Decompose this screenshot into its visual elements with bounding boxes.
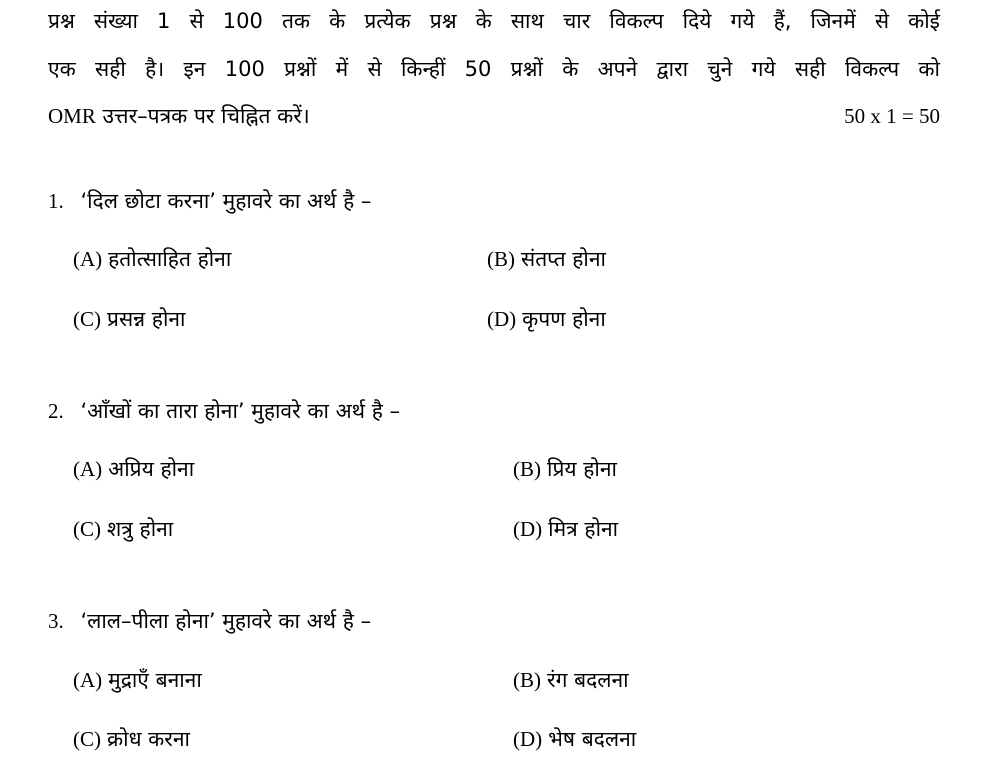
instruction-line-3 xyxy=(48,101,940,131)
option-key: (A) xyxy=(73,247,103,271)
option-key: (D) xyxy=(513,517,543,541)
question-3-number: 3. xyxy=(48,609,64,633)
option-text: अप्रिय होना xyxy=(108,457,195,481)
option-text: मित्र होना xyxy=(548,517,619,541)
question-1-option-c xyxy=(73,304,185,334)
question-1-option-a xyxy=(73,244,231,274)
option-text: प्रिय होना xyxy=(547,457,617,481)
instruction-line-3-text: उत्तर–पत्रक पर चिह्नित करें। xyxy=(102,104,310,128)
option-text: भेष बदलना xyxy=(548,727,637,751)
option-text: संतप्त होना xyxy=(521,247,606,271)
option-text: हतोत्साहित होना xyxy=(108,247,232,271)
option-key: (A) xyxy=(73,457,103,481)
question-2-option-c xyxy=(73,514,173,544)
option-text: क्रोध करना xyxy=(107,727,190,751)
question-3-text: ‘लाल–पीला होना’ मुहावरे का अर्थ है – xyxy=(80,609,372,633)
option-text: शत्रु होना xyxy=(107,517,174,541)
question-2-option-d xyxy=(513,514,618,544)
question-2-option-a xyxy=(73,454,194,484)
question-3-option-c xyxy=(73,724,190,754)
option-key: (D) xyxy=(487,307,517,331)
option-key: (B) xyxy=(513,668,541,692)
question-1-text: ‘दिल छोटा करना’ मुहावरे का अर्थ है – xyxy=(80,189,372,213)
question-1-number: 1. xyxy=(48,189,64,213)
question-2-text: ‘आँखों का तारा होना’ मुहावरे का अर्थ है – xyxy=(80,399,401,423)
option-key: (A) xyxy=(73,668,103,692)
question-3-option-a xyxy=(73,665,202,695)
option-text: रंग बदलना xyxy=(547,668,629,692)
question-2-option-b xyxy=(513,454,617,484)
instruction-line-1: प्रश्न संख्या 1 से 100 तक के प्रत्येक प्रश्न के साथ चार विकल्प दिये गये हैं, जिनमें से कोई xyxy=(48,9,940,33)
option-key: (C) xyxy=(73,517,101,541)
marks-scheme: 50 x 1 = 50 xyxy=(844,104,940,128)
option-key: (C) xyxy=(73,307,101,331)
question-2-stem xyxy=(48,396,400,426)
question-3-option-d xyxy=(513,724,636,754)
option-key: (C) xyxy=(73,727,101,751)
question-1-stem xyxy=(48,186,371,216)
question-2-number: 2. xyxy=(48,399,64,423)
omr-label: OMR xyxy=(48,104,96,128)
instruction-line-2: एक सही है। इन 100 प्रश्नों में से किन्हीं 50 प्रश्नों के अपने द्वारा चुने गये सही विकल्प को xyxy=(48,57,940,81)
option-text: प्रसन्न होना xyxy=(107,307,186,331)
option-text: कृपण होना xyxy=(522,307,606,331)
option-key: (B) xyxy=(487,247,515,271)
option-key: (D) xyxy=(513,727,543,751)
question-1-option-d xyxy=(487,304,606,334)
option-key: (B) xyxy=(513,457,541,481)
question-3-stem xyxy=(48,606,371,636)
question-1-option-b xyxy=(487,244,606,274)
question-3-option-b xyxy=(513,665,629,695)
option-text: मुद्राएँ बनाना xyxy=(108,668,202,692)
